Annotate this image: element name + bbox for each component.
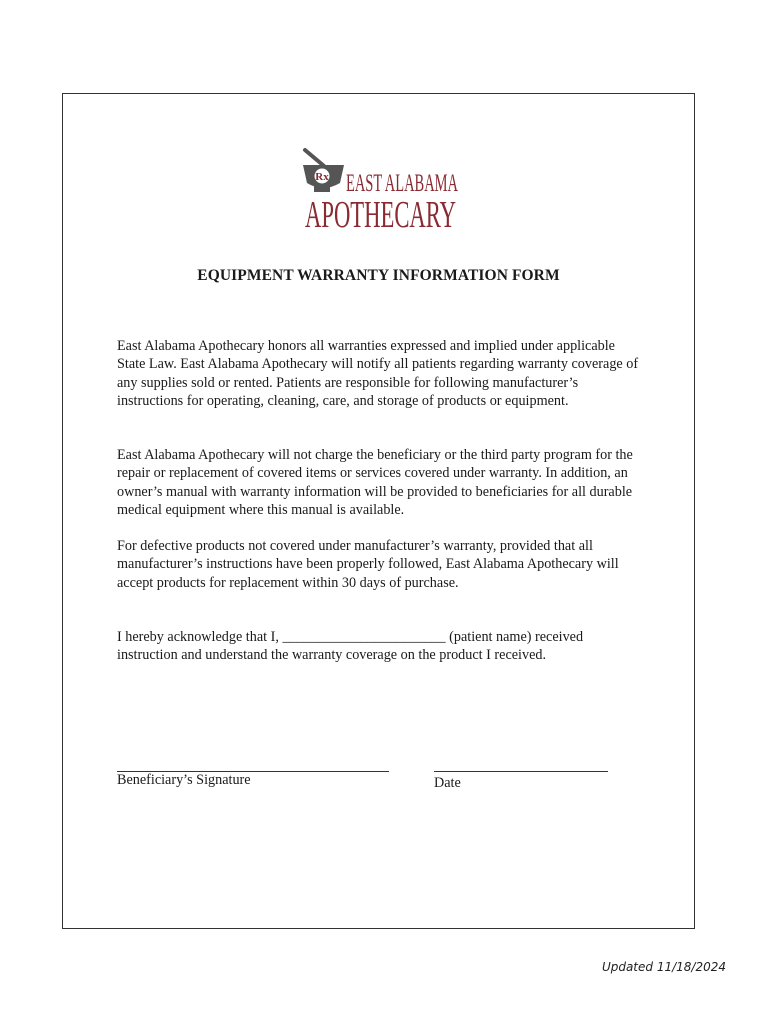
east-alabama-apothecary-logo	[300, 147, 460, 236]
rx-mark: Rx	[315, 171, 329, 183]
acknowledgement-paragraph[interactable]: I hereby acknowledge that I, _______________________ (patient name) received instruction and understand the warranty coverage on the product I received.	[117, 629, 584, 664]
updated-date: Updated 11/18/2024	[601, 960, 726, 974]
date-line[interactable]	[434, 771, 608, 772]
logo-line-1: EAST ALABAMA	[346, 170, 458, 197]
form-title: EQUIPMENT WARRANTY INFORMATION FORM	[197, 267, 560, 284]
beneficiary-signature-label: Beneficiary’s Signature	[117, 772, 251, 788]
logo-line-2: APOTHECARY	[305, 194, 456, 236]
warranty-paragraph-3: For defective products not covered under manufacturer’s warranty, provided that all manufacturer’s instructions have been properly followed, East Alabama Apothecary will accept products for replacement within 30 days of purchase.	[117, 538, 619, 591]
date-label: Date	[434, 775, 461, 791]
warranty-paragraph-1: East Alabama Apothecary honors all warranties expressed and implied under applicable State Law. East Alabama Apothecary will notify all patients regarding warranty coverage of any supplies sold or rented. Patients are responsible for following manufacturer’s instructions for operating, cleaning, care, and storage of products or equipment.	[117, 338, 639, 409]
warranty-paragraph-2: East Alabama Apothecary will not charge the beneficiary or the third party program for the repair or replacement of covered items or services covered under warranty. In addition, an owner’s manual with warranty information will be provided to beneficiaries for all durable medical equipment where this manual is available.	[117, 447, 633, 518]
